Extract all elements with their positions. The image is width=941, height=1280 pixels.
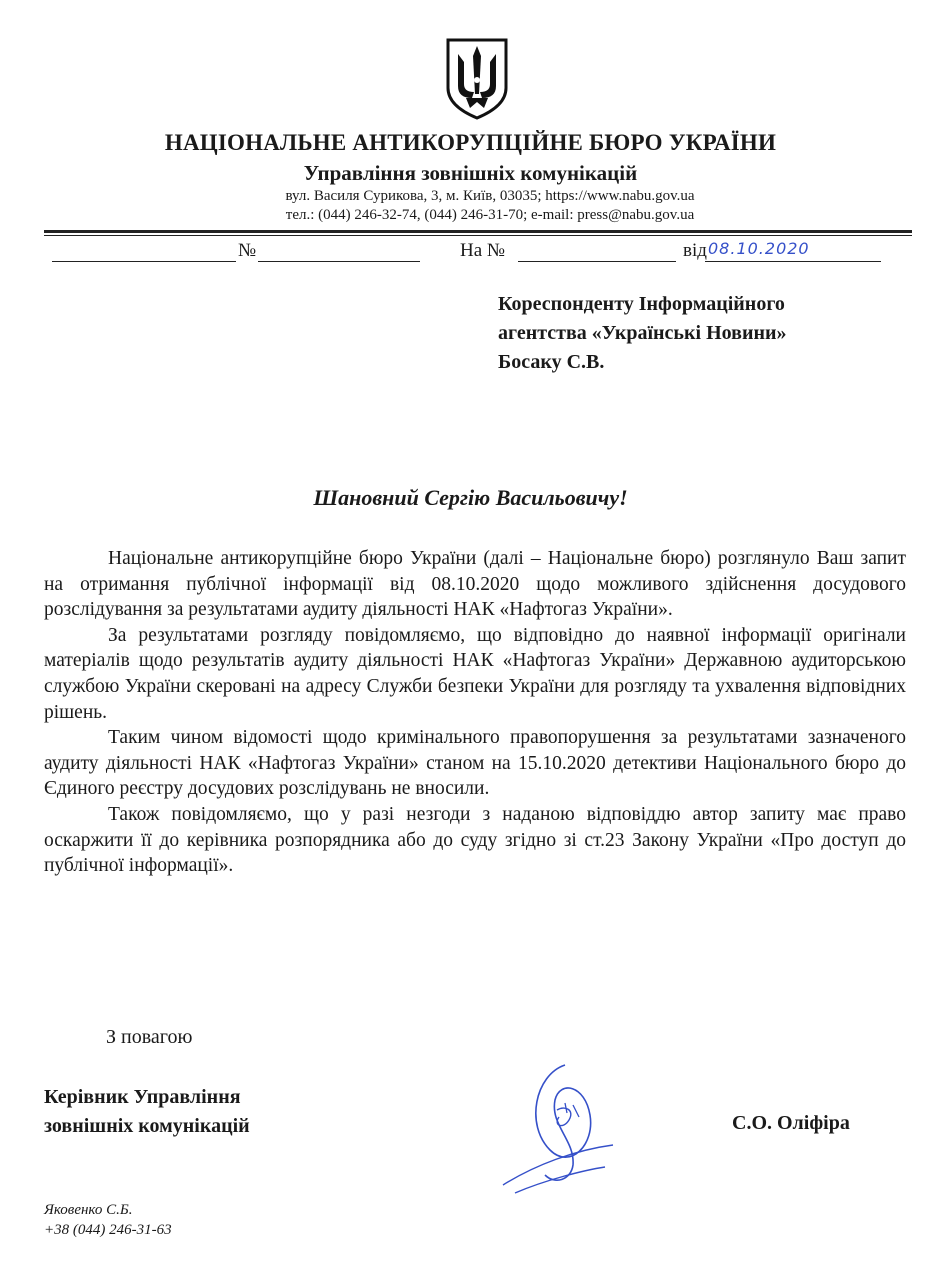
letter-body [44, 546, 906, 879]
executor-name: Яковенко С.Б. [44, 1202, 133, 1218]
addressee-block [498, 290, 918, 377]
outgoing-date-blank [52, 261, 236, 262]
addressee-line: Босаку С.В. [498, 351, 605, 373]
address-line: вул. Василя Сурикова, 3, м. Київ, 03035; https://www.nabu.gov.ua [285, 188, 695, 204]
trident-icon [444, 36, 510, 120]
number-label: № [238, 240, 257, 261]
salutation: Шановний Сергію Васильовичу! [313, 485, 628, 510]
closing-regards: З повагою [106, 1026, 193, 1048]
reply-number-blank [518, 261, 676, 262]
signer-position [44, 1083, 250, 1141]
paragraph: Також повідомляємо, що у разі незгоди з наданою відповіддю автор запиту має право оскаржити її до керівника розпорядника або до суду згідно зі ст.23 Закону України «Про доступ до публічної інформації». [44, 803, 906, 877]
executor-phone: +38 (044) 246-31-63 [44, 1222, 172, 1238]
handwritten-date: 08.10.2020 [708, 239, 810, 258]
date-label: від [683, 240, 707, 261]
handwritten-signature [495, 1055, 620, 1200]
header-divider [44, 230, 912, 233]
addressee-line: Кореспонденту Інформаційного [498, 293, 785, 315]
position-line: зовнішніх комунікацій [44, 1115, 250, 1137]
signer-name: С.О. Оліфіра [732, 1112, 850, 1134]
contact-line: тел.: (044) 246-32-74, (044) 246-31-70; e-mail: press@nabu.gov.ua [285, 207, 695, 223]
position-line: Керівник Управління [44, 1086, 241, 1108]
header-divider-thin [44, 235, 912, 236]
addressee-line: агентства «Українські Новини» [498, 322, 787, 344]
department-name: Управління зовнішніх комунікацій [303, 161, 638, 185]
organization-name: НАЦІОНАЛЬНЕ АНТИКОРУПЦІЙНЕ БЮРО УКРАЇНИ [164, 130, 777, 155]
executor-block [44, 1200, 172, 1240]
number-blank [258, 261, 420, 262]
registration-line [0, 240, 941, 266]
paragraph: Національне антикорупційне бюро України (далі – Національне бюро) розглянуло Ваш запит на отримання публічної інформації від 08.10.2020 щодо можливого здійснення досудового розслідування за результатами аудиту діяльності НАК «Нафтогаз України». [44, 548, 906, 621]
paragraph: За результатами розгляду повідомляємо, що відповідно до наявної інформації оригінали матеріалів щодо результатів аудиту діяльності НАК «Нафтогаз України» Державною аудиторською службою України скеровані на адресу Служби безпеки України для розгляду та ухвалення відповідних рішень. [44, 624, 906, 723]
reply-label: На № [460, 240, 506, 261]
date-blank [705, 261, 881, 262]
paragraph: Таким чином відомості щодо кримінального правопорушення за результатами зазначеного аудиту діяльності НАК «Нафтогаз України» станом на 15.10.2020 детективи Національного бюро до Єдиного реєстру досудових розслідувань не вносили. [44, 727, 906, 800]
